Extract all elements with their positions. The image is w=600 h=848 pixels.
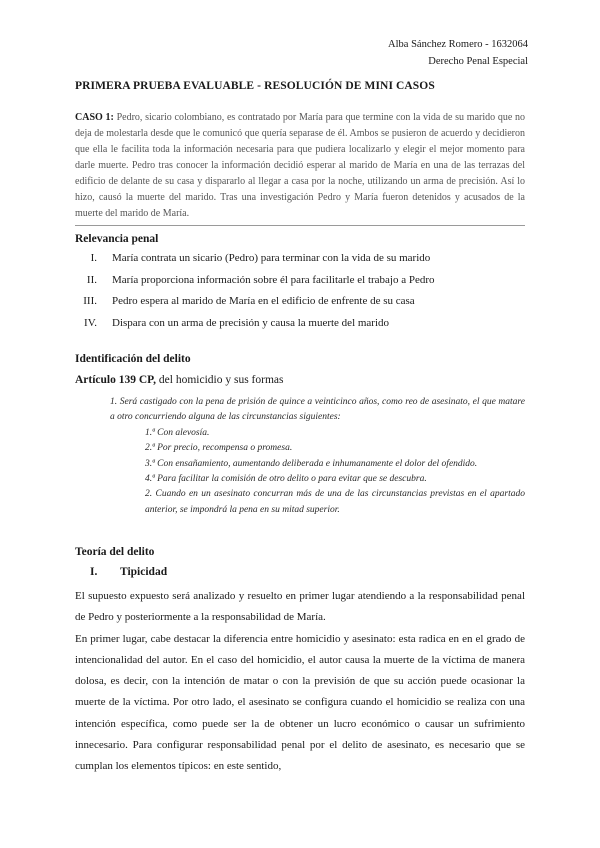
list-item-number: I. [90,252,97,264]
case-label: CASO 1: [75,112,114,123]
author-line: Alba Sánchez Romero - 1632064 [388,39,528,50]
list-item [75,248,525,270]
tipicidad-label: Tipicidad [120,566,168,578]
document-title: PRIMERA PRUEBA EVALUABLE - RESOLUCIÓN DE MINI CASOS [75,80,435,92]
tipicidad-number: I. [90,566,98,578]
analysis-body [75,586,525,778]
tipicidad-heading [75,566,167,578]
body-paragraph: El supuesto expuesto será analizado y resuelto en primer lugar atendiendo a la responsabilidad penal de Pedro y posteriormente a la responsabilidad de María. [75,590,525,624]
list-item [75,313,525,335]
relevancia-heading: Relevancia penal [75,233,159,245]
list-item-number: II. [86,273,97,286]
article-title: del homicidio y sus formas [156,374,284,386]
relevancia-list [75,248,525,334]
case-statement [75,110,525,222]
list-item [75,291,525,313]
list-item-text: Dispara con un arma de precisión y causa la muerte del marido [112,316,390,329]
article-reference [75,374,283,386]
quote-item: 4.ª Para facilitar la comisión de otro delito o para evitar que se descubra. [145,474,427,485]
list-item-text: Pedro espera al marido de María en el edificio de enfrente de su casa [112,295,415,307]
quote-item: 2. Cuando en un asesinato concurran más de una de las circunstancias previstas en el apartado anterior, se impondrá la pena en su mitad superior. [145,489,525,515]
page-header [388,36,528,70]
list-item-number: III. [83,295,97,307]
quote-item: 1.ª Con alevosía. [145,427,210,438]
list-item-number: IV. [84,316,97,329]
list-item [75,270,525,292]
list-item-text: María proporciona información sobre él para facilitarle el trabajo a Pedro [112,273,435,286]
identificacion-heading: Identificación del delito [75,353,191,365]
legal-quote [110,395,525,518]
section-divider [75,225,525,226]
list-item-text: María contrata un sicario (Pedro) para terminar con la vida de su marido [112,252,431,264]
quote-item: 3.ª Con ensañamiento, aumentando deliberada e inhumanamente el dolor del ofendido. [145,458,478,469]
article-number: Artículo 139 CP, [75,374,157,386]
body-paragraph: En primer lugar, cabe destacar la diferencia entre homicidio y asesinato: esta radica en en el grado de intencionalidad del autor. En el caso del homicidio, el autor causa la muerte de la víctima de manera dolosa, es decir, con la intención de matar o con la previsión de que su acción puede ocasionar la muerte de la víctima. Por otro lado, el asesinato se configura cuando el homicidio se realiza con una intención específica, como puede ser la de obtener un lucro económico o causar un sufrimiento innecesario. Para configurar responsabilidad penal por el delito de asesinato, es necesario que se cumplan los elementos típicos: en este sentido, [75,632,525,773]
quote-item: 2.ª Por precio, recompensa o promesa. [145,443,293,454]
subject-line: Derecho Penal Especial [428,56,528,67]
case-text: Pedro, sicario colombiano, es contratado por María para que termine con la vida de su marido que no deja de molestarla desde que le comunicó que quería separase de él. Ambos se pusieron de acuerdo y decidieron que ella le facilita toda la información necesaria para que pudiera localizarlo y elegir el mejor momento para darle muerte. Pedro tras conocer la información decidió esperar al marido de María en una de las terrazas del edificio de delante de su casa y dispararlo al llegar a casa por la noche, utilizando un arma de precisión. Así lo hizo, causó la muerte del marido. Tras una investigación Pedro y María fueron detenidos y acusados de la muerte del marido de María. [75,112,525,219]
teoria-heading: Teoría del delito [75,546,155,558]
quote-intro: 1. Será castigado con la pena de prisión de quince a veinticinco años, como reo de asesinato, el que matare a otro concurriendo alguna de las circunstancias siguientes: [110,397,525,423]
